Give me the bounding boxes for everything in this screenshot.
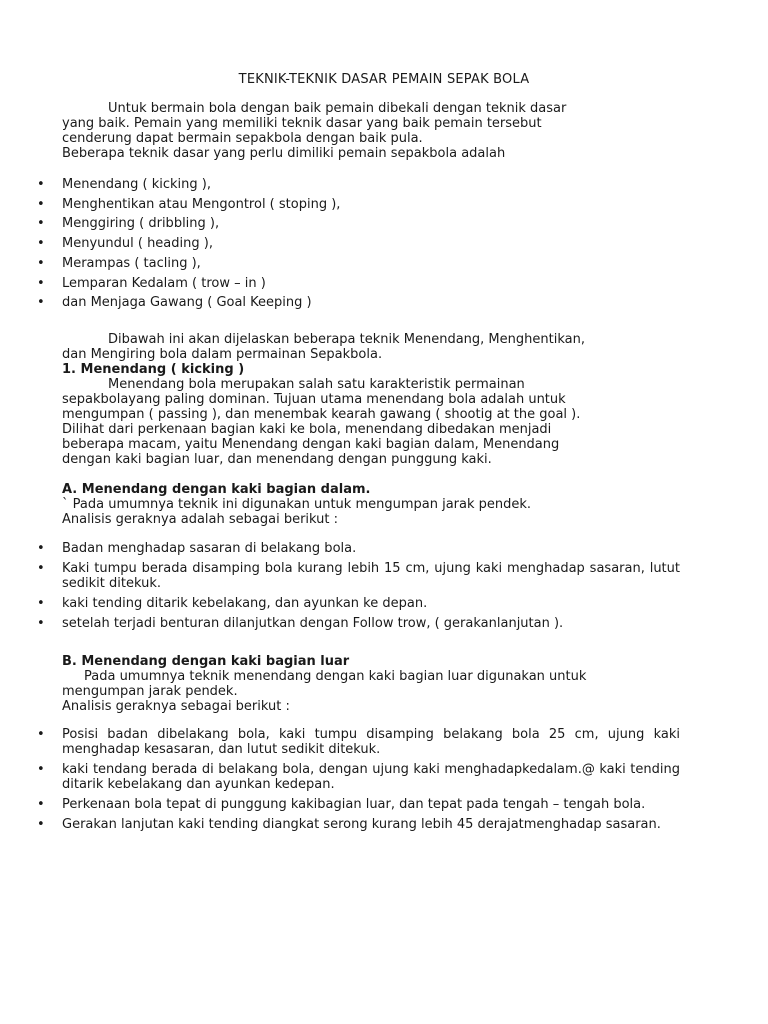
intro-line: yang baik. Pemain yang memiliki teknik dasar yang baik pemain tersebut [62, 116, 542, 131]
section-a-list [0, 541, 680, 631]
list-item [0, 817, 680, 832]
section-b-list [0, 727, 680, 832]
list-item [0, 727, 680, 757]
list-item: • dan Menjaga Gawang ( Goal Keeping ) [0, 293, 680, 313]
list-item: • Lemparan Kedalam ( trow – in ) [0, 274, 680, 294]
list-item [0, 561, 680, 591]
explain-paragraph [62, 332, 680, 362]
list-item-text: • Badan menghadap sasaran di belakang bola. [62, 541, 357, 556]
list-item-text: • kaki tendang berada di belakang bola, dengan ujung kaki menghadapkedalam.@ kaki tending ditarik kebelakang dan ayunkan kedepan. [62, 762, 680, 792]
techniques-list [0, 175, 680, 313]
list-item [0, 616, 680, 631]
kicking-line: Dilihat dari perkenaan bagian kaki ke bola, menendang dibedakan menjadi [62, 422, 552, 437]
list-item-text: • kaki tending ditarik kebelakang, dan ayunkan ke depan. [62, 596, 428, 611]
intro-line: Beberapa teknik dasar yang perlu dimiliki pemain sepakbola adalah [62, 146, 506, 161]
list-item [0, 797, 680, 812]
kicking-line: sepakbolayang paling dominan. Tujuan utama menendang bola adalah untuk [62, 392, 566, 407]
kicking-section [62, 362, 680, 467]
section-heading: B. Menendang dengan kaki bagian luar [62, 654, 350, 669]
section-b-line: Analisis geraknya sebagai berikut : [62, 699, 290, 714]
list-item: • Menyundul ( heading ), [0, 234, 680, 254]
explain-line: Dibawah ini akan dijelaskan beberapa teknik Menendang, Menghentikan, [108, 332, 585, 347]
list-item: • Menggiring ( dribbling ), [0, 214, 680, 234]
section-heading: 1. Menendang ( kicking ) [62, 362, 245, 377]
list-item-text: • Kaki tumpu berada disamping bola kurang lebih 15 cm, ujung kaki menghadap sasaran, lutut sedikit ditekuk. [62, 561, 680, 591]
list-item-text: • setelah terjadi benturan dilanjutkan dengan Follow trow, ( gerakanlanjutan ). [62, 616, 564, 631]
section-b-line: Pada umumnya teknik menendang dengan kaki bagian luar digunakan untuk [84, 669, 587, 684]
list-item: • Menghentikan atau Mengontrol ( stoping ), [0, 195, 680, 215]
intro-line: cenderung dapat bermain sepakbola dengan baik pula. [62, 131, 423, 146]
section-heading: A. Menendang dengan kaki bagian dalam. [62, 482, 371, 497]
list-item [0, 541, 680, 556]
kicking-line: Menendang bola merupakan salah satu karakteristik permainan [108, 377, 525, 392]
explain-line: dan Mengiring bola dalam permainan Sepakbola. [62, 347, 383, 362]
section-b-line: mengumpan jarak pendek. [62, 684, 238, 699]
section-a-line: Analisis geraknya adalah sebagai berikut : [62, 512, 339, 527]
list-item: • Merampas ( tacling ), [0, 254, 680, 274]
list-item: • Menendang ( kicking ), [0, 175, 680, 195]
kicking-line: beberapa macam, yaitu Menendang dengan kaki bagian dalam, Menendang [62, 437, 560, 452]
list-item [0, 762, 680, 792]
document-title: TEKNIK-TEKNIK DASAR PEMAIN SEPAK BOLA [238, 72, 530, 87]
list-item-text: • Gerakan lanjutan kaki tending diangkat serong kurang lebih 45 derajatmenghadap sasaran. [62, 817, 661, 832]
list-item [0, 596, 680, 611]
section-b [62, 654, 680, 714]
list-item-text: • Posisi badan dibelakang bola, kaki tumpu disamping belakang bola 25 cm, ujung kaki menghadap kesasaran, dan lutut sedikit ditekuk. [62, 727, 680, 757]
kicking-line: mengumpan ( passing ), dan menembak kearah gawang ( shootig at the goal ). [62, 407, 581, 422]
list-item-text: • Perkenaan bola tepat di punggung kakibagian luar, dan tepat pada tengah – tengah bola. [62, 797, 646, 812]
intro-line: Untuk bermain bola dengan baik pemain dibekali dengan teknik dasar [108, 101, 567, 116]
intro-paragraph [62, 101, 680, 161]
section-a [62, 482, 680, 527]
kicking-line: dengan kaki bagian luar, dan menendang dengan punggung kaki. [62, 452, 492, 467]
section-a-line: ` Pada umumnya teknik ini digunakan untuk mengumpan jarak pendek. [62, 497, 532, 512]
